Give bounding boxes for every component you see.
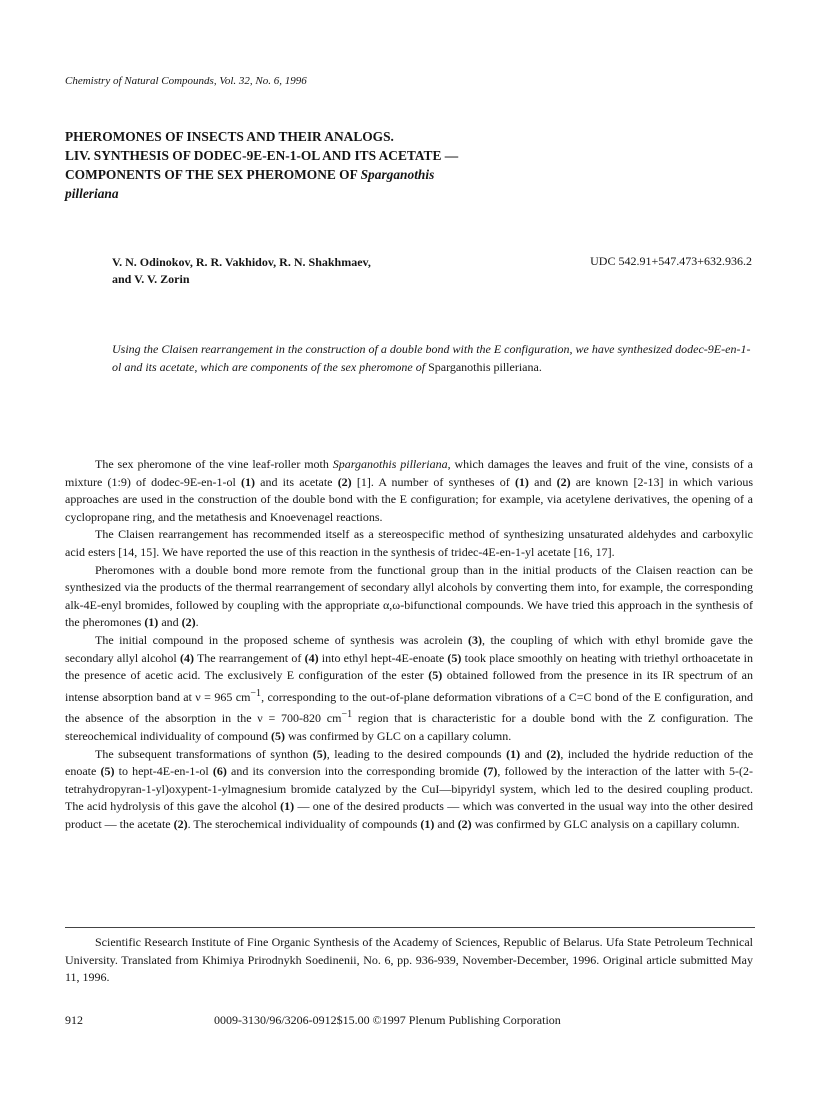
compound-ref: (1) (514, 474, 529, 489)
footnote (65, 934, 753, 987)
compound-ref: (1) (420, 816, 435, 831)
text-run: are known [2-13] in which various approaches are used in the construction of the double bond with the E configuration; for example, via acetylene derivatives, the opening of a cyclopropane ring, and the metathesis and Knoevenagel reactions. (65, 474, 753, 524)
text-run: and (520, 746, 547, 761)
title-line-3 (65, 165, 755, 184)
compound-ref: (1) (144, 615, 159, 630)
text-run: , leading to the desired compounds (326, 746, 507, 761)
compound-ref: (3) (467, 632, 482, 647)
text-run: and (528, 474, 557, 489)
paragraph-4 (65, 632, 753, 746)
authors-line-2: and V. V. Zorin (112, 272, 190, 286)
text-run: The initial compound in the proposed scheme of synthesis was acrolein (95, 632, 468, 647)
text-run: The subsequent transformations of synthon (95, 746, 313, 761)
compound-ref: (4) (304, 650, 319, 665)
journal-citation: Chemistry of Natural Compounds, Vol. 32, No. 6, 1996 (65, 75, 307, 87)
compound-ref: (7) (483, 764, 498, 779)
compound-ref: (2) (457, 816, 472, 831)
compound-ref: (2) (556, 474, 571, 489)
compound-ref: (5) (100, 764, 115, 779)
page-number: 912 (65, 1013, 83, 1027)
species-name: Sparganothis pilleriana (332, 457, 448, 471)
abstract-species: Sparganothis pilleriana. (428, 360, 542, 374)
text-run: . The sterochemical individuality of compounds (187, 816, 421, 831)
text-run: and (158, 615, 182, 630)
compound-ref: (2) (546, 746, 561, 761)
text-run: [1]. A number of syntheses of (351, 474, 515, 489)
compound-ref: (6) (212, 764, 227, 779)
compound-ref: (5) (428, 668, 443, 683)
authors-line-1: V. N. Odinokov, R. R. Vakhidov, R. N. Shakhmaev, (112, 255, 371, 269)
compound-ref: (2) (181, 615, 196, 630)
text-run: was confirmed by GLC analysis on a capillary column. (471, 816, 740, 831)
text-run: and its conversion into the corresponding bromide (226, 764, 484, 779)
article-body (65, 456, 753, 833)
paragraph-5 (65, 746, 753, 834)
footnote-text: Scientific Research Institute of Fine Organic Synthesis of the Academy of Sciences, Republic of Belarus. Ufa State Petroleum Technical University. Translated from Khimiya Prirodnykh Soedinenii, No. 6, pp. 936-939, November-December, 1996. Original article submitted May 11, 1996. (65, 935, 753, 985)
text-run: region that is characteristic for a double bond with the Z configuration. The stereochemical individuality of compound (65, 711, 754, 743)
abstract-text: Using the Claisen rearrangement in the construction of a double bond with the E configuration, we have synthesized dodec-9E-en-1-ol and its acetate, which are components of the sex pheromone of (112, 342, 751, 374)
compound-ref: (1) (506, 746, 521, 761)
superscript: −1 (341, 709, 353, 721)
compound-ref: (5) (312, 746, 327, 761)
text-run: to hept-4E-en-1-ol (114, 764, 213, 779)
title-line-4 (65, 184, 755, 203)
paragraph-3 (65, 562, 753, 632)
text-run: into ethyl hept-4E-enoate (318, 650, 448, 665)
title-species-genus: Sparganothis (360, 167, 435, 182)
text-run: The rearrangement of (193, 650, 305, 665)
text-run: Pheromones with a double bond more remote from the functional group than in the initial products of the Claisen reaction can be synthesized via the products of the thermal rearrangement of secondary allyl alcohols by converting them into, for example, the corresponding alk-4E-enyl bromides, followed by coupling with the appropriate α,ω-bifunctional compounds. We have tried this approach in the synthesis of the pheromones (65, 562, 753, 630)
text-run: was confirmed by GLC on a capillary column. (284, 728, 512, 743)
title-line-3-text: COMPONENTS OF THE SEX PHEROMONE OF (65, 167, 361, 182)
compound-ref: (5) (270, 728, 285, 743)
compound-ref: (4) (179, 650, 194, 665)
text-run: . (195, 615, 199, 630)
text-run: , which damages the leaves and fruit of the vine, consists of a mixture (1:9) of dodec-9E-en-1-ol (65, 457, 753, 489)
text-run: , the coupling of which with ethyl bromide gave the secondary allyl alcohol (65, 632, 754, 665)
text-run: , followed by the interaction of the latter with 5-(2-tetrahydropyran-1-yl)oxypent-1-ylmagnesium bromide catalyzed by the CuI—bipyridyl system, which led to the desired coupling product. The acid hydrolysis of this gave the alcohol (65, 764, 753, 814)
udc-classification: UDC 542.91+547.473+632.936.2 (590, 254, 752, 268)
text-run: obtained followed from the presence in its IR spectrum of an intense absorption band at ν = 965 cm (65, 668, 753, 704)
copyright-code: 0009-3130/96/3206-0912$15.00 ©1997 Plenum Publishing Corporation (214, 1013, 561, 1027)
compound-ref: (1) (280, 799, 295, 814)
superscript: −1 (250, 687, 262, 699)
text-run: , corresponding to the out-of-plane deformation vibrations of a C=C bond of the E configuration, and the absence of the absorption in the ν = 700-820 cm (65, 689, 753, 726)
text-run: The sex pheromone of the vine leaf-roller moth (95, 457, 333, 471)
article-title (65, 127, 755, 203)
text-run: — one of the desired products — which was converted in the usual way into the other desired product — the acetate (65, 799, 753, 831)
paragraph-2: The Claisen rearrangement has recommended itself as a stereospecific method of synthesizing unsaturated aldehydes and carboxylic acid esters [14, 15]. We have reported the use of this reaction in the synthesis of tridec-4E-en-1-yl acetate [16, 17]. (65, 527, 753, 559)
footnote-divider (65, 927, 755, 928)
title-species-epithet: pilleriana (65, 186, 119, 201)
title-line-1: PHEROMONES OF INSECTS AND THEIR ANALOGS. (65, 129, 394, 144)
compound-ref: (5) (447, 650, 462, 665)
text-run: took place smoothly on heating with triethyl orthoacetate in the presence of acetic acid. The exclusively E configuration of the ester (65, 650, 753, 683)
title-line-2: LIV. SYNTHESIS OF DODEC-9E-EN-1-OL AND ITS ACETATE — (65, 148, 459, 163)
text-run: and its acetate (255, 474, 338, 489)
text-run: , included the hydride reduction of the enoate (65, 746, 754, 779)
compound-ref: (1) (241, 474, 255, 489)
compound-ref: (2) (173, 816, 188, 831)
abstract (112, 340, 752, 376)
author-list (112, 254, 371, 288)
text-run: and (434, 816, 458, 831)
compound-ref: (2) (337, 474, 352, 489)
paragraph-1 (65, 456, 753, 526)
